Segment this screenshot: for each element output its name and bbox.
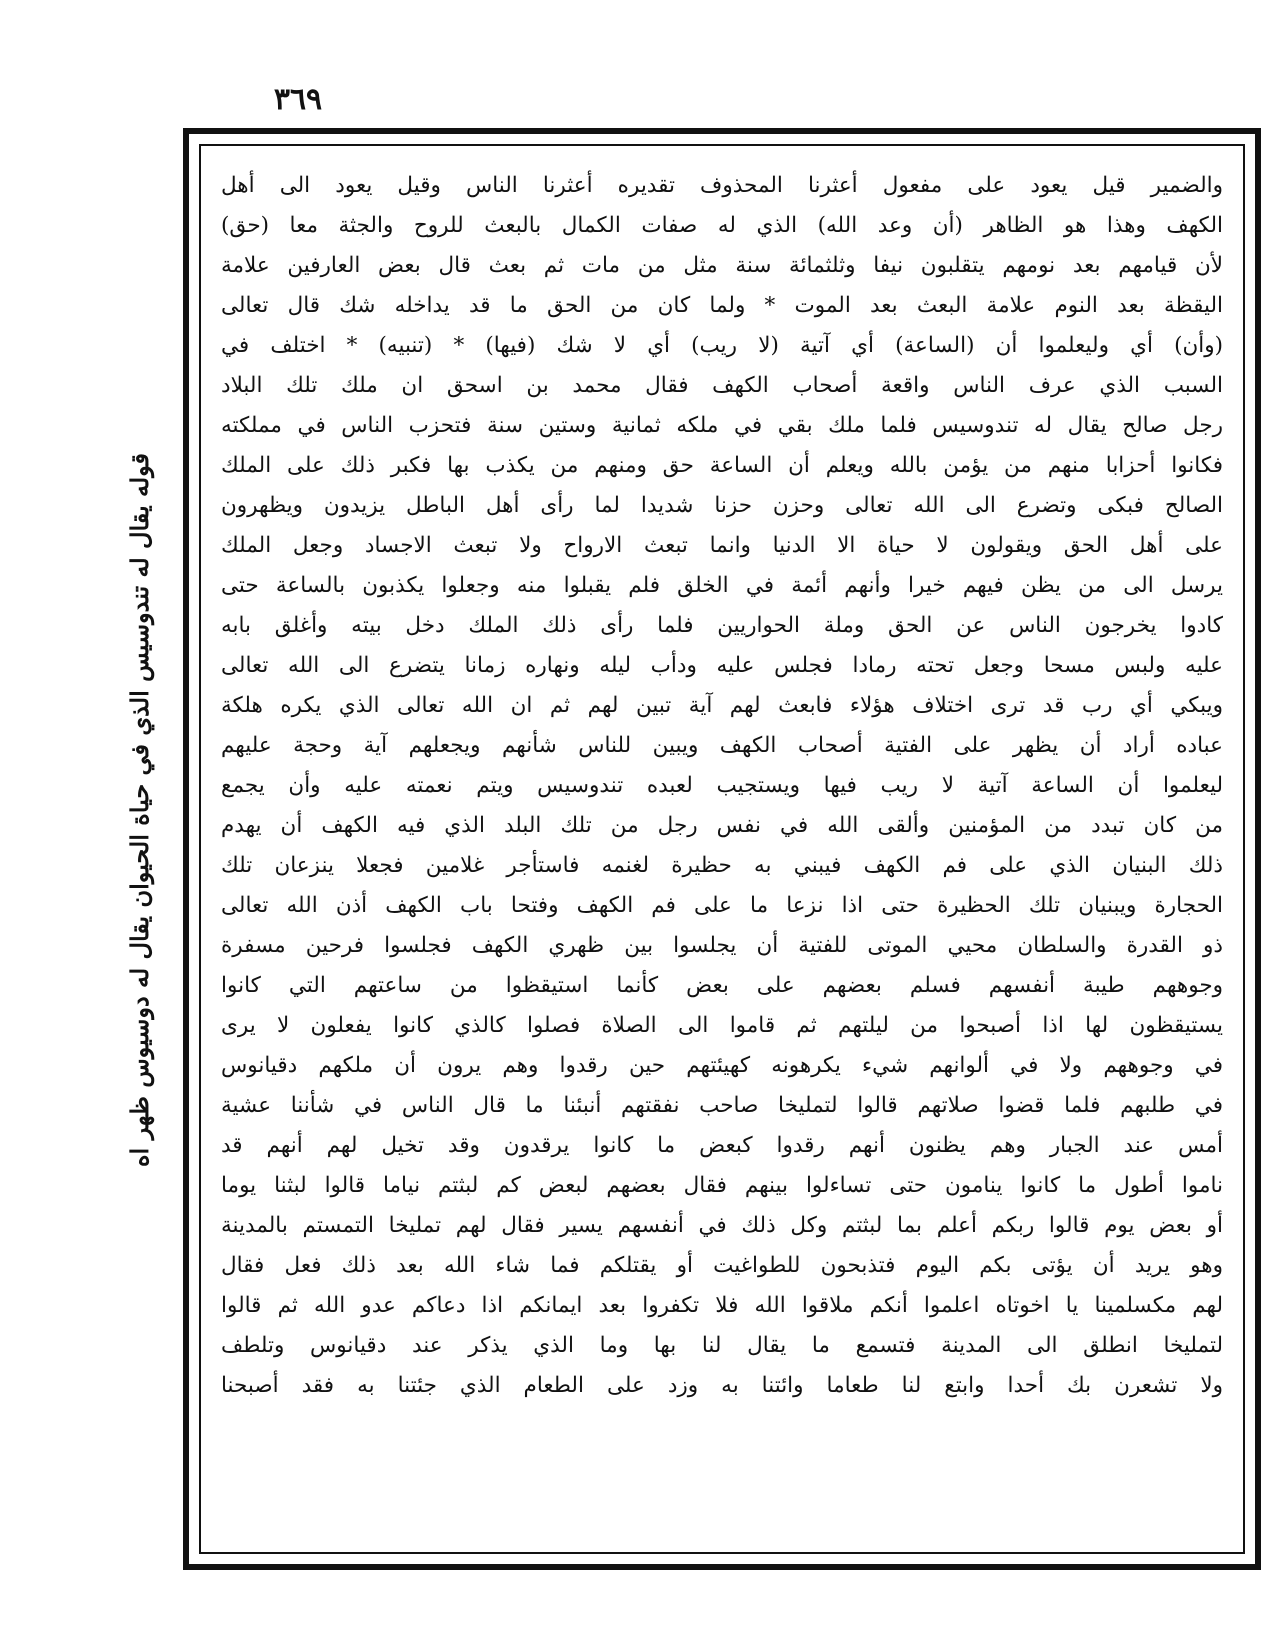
text-line: لأن قيامهم بعد نومهم يتقلبون نيفا وثلثمائة سنة مثل من مات ثم بعث قال بعض العارفين علامة (221, 253, 1223, 278)
margin-note-text: قوله يقال له تندوسيس الذي في حياة الحيوان يقال له دوسيوس ظهر اه (125, 452, 154, 1168)
inner-frame (199, 144, 1245, 1554)
text-line: ويبكي أي رب قد ترى اختلاف هؤلاء فابعث لهم آية تبين لهم ثم ان الله تعالى الذي يكره هلكة (221, 693, 1223, 718)
text-line: رجل صالح يقال له تندوسيس فلما ملك بقي في ملكه ثمانية وستين سنة فتحزب الناس في مملكته (221, 413, 1223, 438)
margin-note (120, 360, 160, 1260)
text-line: في وجوههم ولا في ألوانهم شيء يكرهونه كهيئتهم حين رقدوا وهم يرون أن ملكهم دقيانوس (221, 1053, 1223, 1078)
text-line: عليه ولبس مسحا وجعل تحته رمادا فجلس عليه ودأب ليله ونهاره زمانا يتضرع الى الله تعالى (221, 653, 1223, 678)
text-line: (وأن) أي وليعلموا أن (الساعة) أي آتية (لا ريب) أي لا شك (فيها) * (تنبيه) * اختلف في (221, 333, 1223, 358)
page-number: ٣٦٩ (273, 82, 323, 117)
text-line: فكانوا أحزابا منهم من يؤمن بالله ويعلم أن الساعة حق ومنهم من يكذب بها فكبر ذلك على الملك (221, 453, 1223, 478)
page-frame (183, 128, 1261, 1570)
text-line: وجوههم طيبة أنفسهم فسلم بعضهم على بعض كأنما استيقظوا من ساعتهم التي كانوا (221, 973, 1223, 998)
text-line: ناموا أطول ما كانوا ينامون حتى تساءلوا بينهم فقال بعضهم لبعض كم لبثتم نياما قالوا لبثنا يوما (221, 1173, 1223, 1198)
text-line: ولا تشعرن بك أحدا وابتع لنا طعاما وائتنا به وزد على الطعام الذي جئتنا به فقد أصبحنا (221, 1373, 1223, 1398)
text-line: أمس عند الجبار وهم يظنون أنهم رقدوا كبعض ما كانوا يرقدون وقد تخيل لهم أنهم قد (221, 1133, 1223, 1158)
text-line: الكهف وهذا هو الظاهر (أن وعد الله) الذي له صفات الكمال بالبعث للروح والجثة معا (حق) (221, 213, 1223, 238)
text-line: يرسل الى من يظن فيهم خيرا وأنهم أئمة في الخلق فلم يقبلوا منه وجعلوا يكذبون بالساعة حتى (221, 573, 1223, 598)
text-line: في طلبهم فلما قضوا صلاتهم قالوا لتمليخا صاحب نفقتهم أنبئنا ما قال الناس في شأننا عشية (221, 1093, 1223, 1118)
text-line: يستيقظون لها اذا أصبحوا من ليلتهم ثم قاموا الى الصلاة فصلوا كالذي كانوا يفعلون لا يرى (221, 1013, 1223, 1038)
text-line: الحجارة ويبنيان تلك الحظيرة حتى اذا نزعا ما على فم الكهف وفتحا باب الكهف أذن الله تعالى (221, 893, 1223, 918)
text-line: على أهل الحق ويقولون لا حياة الا الدنيا وانما تبعث الارواح ولا تبعث الاجساد وجعل الملك (221, 533, 1223, 558)
text-line: من كان تبدد من المؤمنين وألقى الله في نفس رجل من تلك البلد الذي فيه الكهف أن يهدم (221, 813, 1223, 838)
text-line: ليعلموا أن الساعة آتية لا ريب فيها ويستجيب لعبده تندوسيس ويتم نعمته عليه وأن يجمع (221, 773, 1223, 798)
text-line: عباده أراد أن يظهر على الفتية أصحاب الكهف ويبين للناس شأنهم ويجعلهم آية وحجة عليهم (221, 733, 1223, 758)
text-line: أو بعض يوم قالوا ربكم أعلم بما لبثتم وكل ذلك في أنفسهم يسير فقال لهم تمليخا التمستم بالمدينة (221, 1213, 1223, 1238)
text-line: اليقظة بعد النوم علامة البعث بعد الموت * ولما كان من الحق ما قد يداخله شك قال تعالى (221, 293, 1223, 318)
text-line: لتمليخا انطلق الى المدينة فتسمع ما يقال لنا بها وما الذي يذكر عند دقيانوس وتلطف (221, 1333, 1223, 1358)
text-line: وهو يريد أن يؤتى بكم اليوم فتذبحون للطواغيت أو يقتلكم فما شاء الله بعد ذلك فعل فقال (221, 1253, 1223, 1278)
text-line: كادوا يخرجون الناس عن الحق وملة الحواريين فلما رأى ذلك الملك دخل بيته وأغلق بابه (221, 613, 1223, 638)
text-line: السبب الذي عرف الناس واقعة أصحاب الكهف فقال محمد بن اسحق ان ملك تلك البلاد (221, 373, 1223, 398)
body-text (221, 166, 1223, 1532)
text-line: ذو القدرة والسلطان محيي الموتى للفتية أن يجلسوا بين ظهري الكهف فجلسوا فرحين مسفرة (221, 933, 1223, 958)
text-line: ذلك البنيان الذي على فم الكهف فيبني به حظيرة لغنمه فاستأجر غلامين فجعلا ينزعان تلك (221, 853, 1223, 878)
text-line: والضمير قيل يعود على مفعول أعثرنا المحذوف تقديره أعثرنا الناس وقيل يعود الى أهل (221, 173, 1223, 198)
text-line: لهم مكسلمينا يا اخوتاه اعلموا أنكم ملاقوا الله فلا تكفروا بعد ايمانكم اذا دعاكم عدو الله ثم قالوا (221, 1293, 1223, 1318)
text-line: الصالح فبكى وتضرع الى الله تعالى وحزن حزنا شديدا لما رأى أهل الباطل يزيدون ويظهرون (221, 493, 1223, 518)
